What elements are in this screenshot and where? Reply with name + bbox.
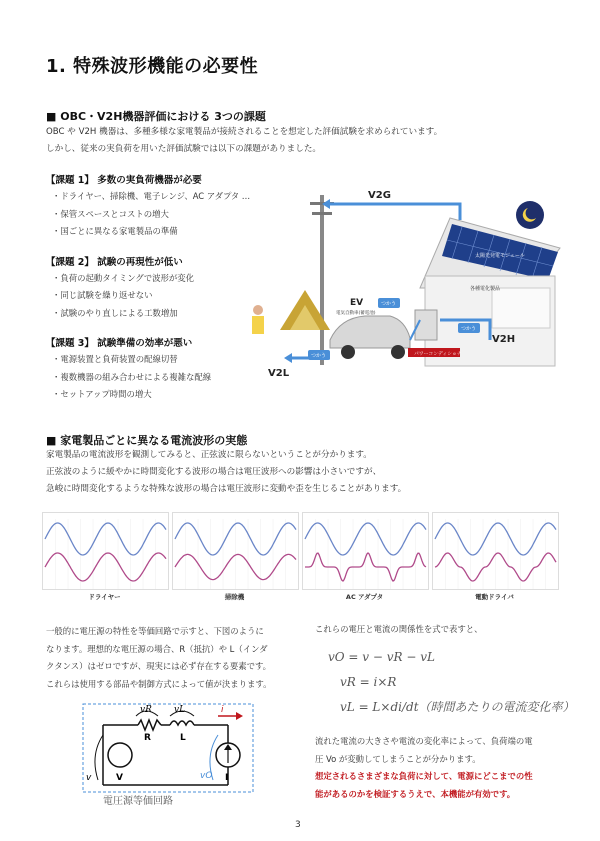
task-1-title: 【課題 1】 多数の実負荷機器が必要	[46, 175, 202, 186]
moon-icon	[516, 201, 544, 229]
task-3-item: ・電源装置と負荷装置の配線切替	[52, 354, 178, 364]
resistor-icon	[138, 720, 161, 730]
waveform-vacuum	[172, 512, 299, 590]
label-conditioner: パワーコンディショナ	[414, 352, 462, 357]
inductor-icon	[170, 721, 194, 725]
label-r: R	[144, 733, 151, 743]
text-line: 一般的に電圧源の特性を等価回路で示すと、下図のように	[46, 626, 264, 636]
task-2-item: ・同じ試験を繰り返せない	[52, 290, 153, 300]
waveform-label: AC アダプタ	[345, 593, 384, 601]
person-icon	[253, 305, 263, 315]
circuit-caption: 電圧源等価回路	[103, 796, 173, 807]
section1-heading: ■ OBC・V2H機器評価における 3つの課題	[46, 110, 266, 123]
waveform-driver	[432, 512, 559, 590]
highlight-line: 想定されるさまざまな負荷に対して、電源にどこまでの性	[315, 771, 533, 781]
waveform-label: 電動ドライバ	[475, 593, 514, 601]
highlight-line: 能があるのかを検証するうえで、本機能が有効です。	[315, 788, 516, 799]
label-vl: vL	[174, 705, 186, 715]
equation-3: vL = L×di/dt（時間あたりの電流変化率）	[340, 700, 575, 714]
waveform-ac-adapter	[302, 512, 429, 590]
task-1-item: ・国ごとに異なる家電製品の準備	[52, 226, 178, 236]
equation-2: vR = i×R	[340, 675, 397, 689]
text-line: なります。理想的な電圧源の場合、R（抵抗）や L（インダ	[46, 643, 268, 654]
ev-car-icon	[330, 316, 410, 348]
label-v2g: V2G	[368, 190, 391, 201]
intro-line: しかし、従来の実負荷を用いた評価試験では以下の課題がありました。	[46, 144, 322, 154]
label-vr: vR	[140, 705, 152, 715]
label-vo: vO	[200, 771, 213, 781]
text-line: 圧 Vo が変動してしまうことが分かります。	[315, 753, 481, 764]
equivalent-circuit-diagram	[78, 700, 258, 810]
power-pole-icon	[320, 195, 324, 365]
task-3-item: ・セットアップ時間の増大	[52, 389, 152, 399]
task-2-item: ・試験のやり直しによる工数増加	[52, 307, 178, 318]
label-solar: 太陽光発電モジュール	[475, 253, 525, 259]
waveform-dryer	[42, 512, 169, 590]
page-number: 3	[295, 820, 301, 830]
label-appliances: 各種電化製品	[470, 286, 501, 292]
section2-heading: ■ 家電製品ごとに異なる電流波形の実態	[46, 434, 248, 447]
label-i-big: I	[225, 773, 229, 783]
voltage-source-icon	[108, 743, 132, 767]
text-line: これらは使用する部品や制御方式によって値が決まります。	[46, 678, 272, 689]
page-title: 1. 特殊波形機能の必要性	[46, 56, 259, 77]
label-ev-sub: 電気自動車(蓄電池)	[336, 311, 376, 316]
intro-line: OBC や V2H 機器は、多種多様な家電製品が接続されることを想定した評価試験を求められています。	[46, 127, 443, 137]
section1-intro	[46, 124, 442, 158]
label-ev: EV	[350, 298, 364, 308]
label-use-2: つかう	[461, 326, 477, 332]
label-use-3: つかう	[311, 353, 327, 359]
equation-intro: これらの電圧と電流の関係性を式で表すと、	[315, 624, 483, 634]
task-3-title: 【課題 3】 試験準備の効率が悪い	[46, 338, 193, 349]
intro-line: 家電製品の電流波形を観測してみると、正弦波に限らないということが分かります。	[46, 450, 372, 460]
task-3-item: ・複数機器の組み合わせによる複雑な配線	[52, 371, 212, 382]
label-v-big: V	[116, 773, 123, 783]
label-v2l: V2L	[268, 368, 290, 379]
task-1-item: ・ドライヤー、掃除機、電子レンジ、AC アダプタ …	[52, 191, 251, 201]
section2-intro	[46, 447, 406, 498]
label-i: i	[221, 705, 224, 715]
label-v2h: V2H	[492, 334, 516, 345]
text-line: クタンス）はゼロですが、現実には必ず存在する要素です。	[46, 661, 272, 671]
text-line: 流れた電流の大きさや電流の変化率によって、負荷端の電	[315, 736, 533, 746]
waveform-label: ドライヤー	[88, 593, 121, 601]
equation-1: vO = v − vR − vL	[328, 650, 436, 664]
task-2-item: ・負荷の起動タイミングで波形が変化	[52, 272, 195, 283]
task-1-item: ・保管スペースとコストの増大	[52, 208, 169, 219]
intro-line: 正弦波のように緩やかに時間変化する波形の場合は電圧波形への影響は小さいですが、	[46, 467, 382, 477]
intro-line: 急峻に時間変化するような特殊な波形の場合は電圧波形に変動や歪を生じることがあります。	[46, 484, 407, 494]
left-paragraph	[46, 623, 271, 693]
label-l: L	[180, 733, 186, 743]
label-use-1: つかう	[381, 301, 397, 307]
right-paragraph	[315, 733, 533, 803]
label-v-small: v	[86, 773, 92, 783]
v2x-illustration	[230, 180, 565, 390]
task-2-title: 【課題 2】 試験の再現性が低い	[46, 256, 183, 268]
waveform-label: 掃除機	[224, 593, 245, 601]
